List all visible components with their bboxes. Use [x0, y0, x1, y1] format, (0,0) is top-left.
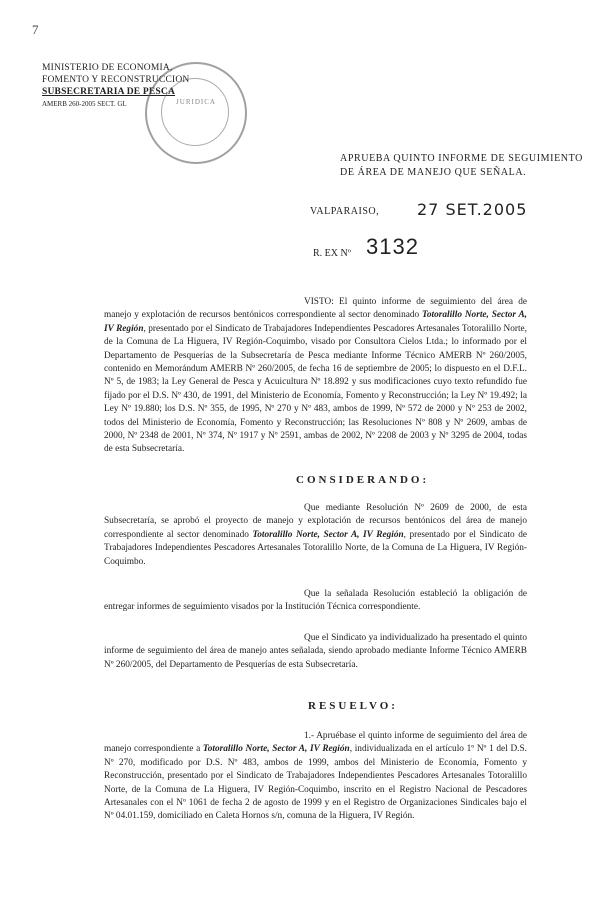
visto-paragraph [104, 296, 527, 457]
resuelvo-heading: RESUELVO: [308, 700, 398, 712]
page-mark: 7 [32, 22, 39, 37]
date-stamp: 27 SET.2005 [417, 200, 528, 219]
considerando-heading: CONSIDERANDO: [296, 474, 430, 486]
stamp-text: JURIDICA [176, 98, 216, 106]
header-line-1: MINISTERIO DE ECONOMIA, [42, 63, 173, 73]
considerando-paragraph-3: Que el Sindicato ya individualizado ha presentado el quinto informe de seguimiento del área de manejo antes señalada, siendo aprobado mediante Informe Técnico AMERB Nº 260/2005, del Departamento de Pesquerías de esta Subsecretaría. [104, 633, 527, 670]
rex-number: 3132 [366, 234, 419, 259]
considerando-p1-text-a: Que mediante Resolución Nº 2609 de 2000, de esta Subsecretaría, se aprobó el proyecto de manejo y explotación de recursos bentónicos del área de manejo correspondiente al sector denominado [104, 503, 527, 540]
considerando-paragraph-2: Que la señalada Resolución estableció la obligación de entregar informes de seguimiento visados por la Institución Técnica correspondiente. [104, 589, 527, 613]
header-reference: AMERB 260-2005 SECT. GL [42, 100, 127, 108]
resuelvo-paragraph-1 [104, 730, 527, 824]
resolution-subject [340, 152, 583, 180]
considerando-p1-text-b: , presentado por el Sindicato de Trabajadores Independientes Pescadores Artesanales Totoralillo Norte, de la Comuna de La Higuera, IV Región-Coquimbo. [104, 529, 527, 567]
resuelvo-p1-area-name: Totoralillo Norte, Sector A, IV Región [202, 744, 350, 755]
resuelvo-p1-text-a: 1.- Apruébase el quinto informe de seguimiento del área de manejo correspondiente a [104, 731, 527, 755]
visto-text-1: El quinto informe de seguimiento del área de manejo y explotación de recursos bentónicos correspondiente al sector denominado [104, 297, 527, 321]
header-line-3: SUBSECRETARIA DE PESCA [42, 87, 176, 97]
subject-line-2: DE ÁREA DE MANEJO QUE SEÑALA. [340, 167, 527, 178]
considerando-p1-area-name: Totoralillo Norte, Sector A, IV Región [252, 529, 404, 540]
visto-label: VISTO: [304, 297, 334, 307]
subject-line-1: APRUEBA QUINTO INFORME DE SEGUIMIENTO [340, 153, 583, 164]
place-label: VALPARAISO, [310, 206, 380, 217]
considerando-paragraph-1 [104, 502, 527, 569]
resuelvo-p1-text-b: , individualizada en el artículo 1º Nº 1 del D.S. Nº 270, modificado por D.S. Nº 483, ambos de 1999, ambos del Ministerio de Economía, Fomento y Reconstrucción, presentado por el Sindicato de Trabajadores Independientes Pescadores Artesanales Totoralillo Norte, de la Comuna de La Higuera, IV Región-Coquimbo, inscrito en el Registro Nacional de Pescadores Artesanales con el Nº 1061 de fecha 2 de agosto de 1999 y en el Registro de Organizaciones Sindicales bajo el Nº 04.01.159, domiciliado en Caleta Hornos s/n, comuna de la Higuera, IV Región. [104, 744, 527, 822]
header-line-2: FOMENTO Y RECONSTRUCCION [42, 75, 190, 85]
stamp-inner-ring [161, 78, 229, 146]
legal-dept-stamp [145, 62, 247, 164]
visto-area-name: Totoralillo Norte, Sector A, IV Región [104, 310, 527, 334]
rex-label: R. EX Nº [313, 248, 351, 259]
visto-text-2: , presentado por el Sindicato de Trabajadores Independientes Pescadores Artesanales Totoralillo Norte, de la Comuna de La Higuera, IV Región-Coquimbo, visado por Consultora Cielos Ltda.; lo informado por el Departamento de Pesquerías de la Subsecretaría de Pesca mediante Informe Técnico AMERB Nº 260/2005, contenido en Memorándum AMERB Nº 260/2005, de fecha 16 de septiembre de 2005; lo dispuesto en el D.F.L. Nº 5, de 1983; la Ley General de Pesca y Acuicultura Nº 18.892 y sus modificaciones cuyo texto refundido fue fijado por el D.S. Nº 430, de 1991, del Ministerio de Economía, Fomento y Reconstrucción; la Ley Nº 19.492; la Ley Nº 19.880; los D.S. Nº 355, de 1995, Nº 270 y Nº 483, ambos de 1999, Nº 572 de 2000 y Nº 253 de 2002, todos del Ministerio de Economía, Fomento y Reconstrucción; las Resoluciones Nº 808 y Nº 2609, ambas de 2000, Nº 2348 de 2001, Nº 374, Nº 1917 y Nº 2591, ambas de 2002, Nº 2208 de 2003 y Nº 3295 de 2004, todas de esta Subsecretaría. [104, 323, 527, 455]
